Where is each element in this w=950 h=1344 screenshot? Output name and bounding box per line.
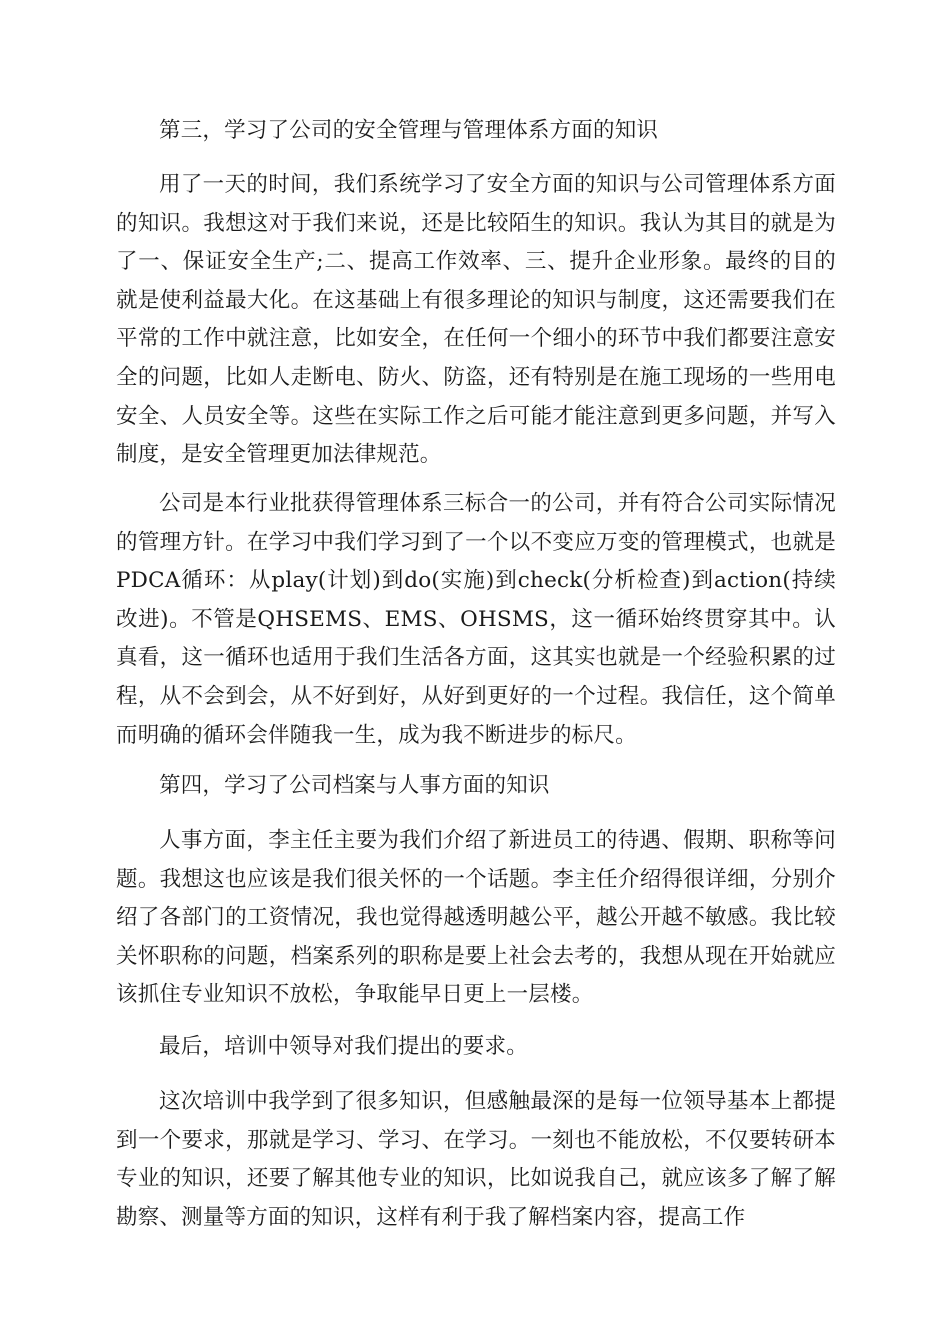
paragraph-safety-management: 用了一天的时间，我们系统学习了安全方面的知识与公司管理体系方面的知识。我想这对于我们来说，还是比较陌生的知识。我认为其目的就是为了一、保证安全生产;二、提高工作效率、三、提升企业形象。最终的目的就是使利益最大化。在这基础上有很多理论的知识与制度，这还需要我们在平常的工作中就注意，比如安全，在任何一个细小的环节中我们都要注意安全的问题，比如人走断电、防火、防盗，还有特别是在施工现场的一些用电安全、人员安全等。这些在实际工作之后可能才能注意到更多问题，并写入制度，是安全管理更加法律规范。 — [116, 172, 836, 468]
paragraph-training-summary: 这次培训中我学到了很多知识，但感触最深的是每一位领导基本上都提到一个要求，那就是学习、学习、在学习。一刻也不能放松，不仅要转研本专业的知识，还要了解其他专业的知识，比如说我自己，就应该多了解了解勘察、测量等方面的知识，这样有利于我了解档案内容，提高工作 — [116, 1089, 836, 1230]
heading-section-four: 第四，学习了公司档案与人事方面的知识 — [159, 773, 550, 798]
heading-final-requirements: 最后，培训中领导对我们提出的要求。 — [159, 1034, 528, 1059]
heading-section-three: 第三，学习了公司的安全管理与管理体系方面的知识 — [159, 118, 659, 143]
paragraph-personnel: 人事方面，李主任主要为我们介绍了新进员工的待遇、假期、职称等问题。我想这也应该是我们很关怀的一个话题。李主任介绍得很详细，分别介绍了各部门的工资情况，我也觉得越透明越公平，越公开越不敏感。我比较关怀职称的问题，档案系列的职称是要上社会去考的，我想从现在开始就应该抓住专业知识不放松，争取能早日更上一层楼。 — [116, 828, 836, 1008]
paragraph-pdca-cycle: 公司是本行业批获得管理体系三标合一的公司，并有符合公司实际情况的管理方针。在学习中我们学习到了一个以不变应万变的管理模式，也就是PDCA循环：从play(计划)到do(实施)到check(分析检查)到action(持续改进)。不管是QHSEMS、EMS、OHSMS，这一循环始终贯穿其中。认真看，这一循环也适用于我们生活各方面，这其实也就是一个经验积累的过程，从不会到会，从不好到好，从好到更好的一个过程。我信任，这个简单而明确的循环会伴随我一生，成为我不断进步的标尺。 — [116, 491, 836, 748]
